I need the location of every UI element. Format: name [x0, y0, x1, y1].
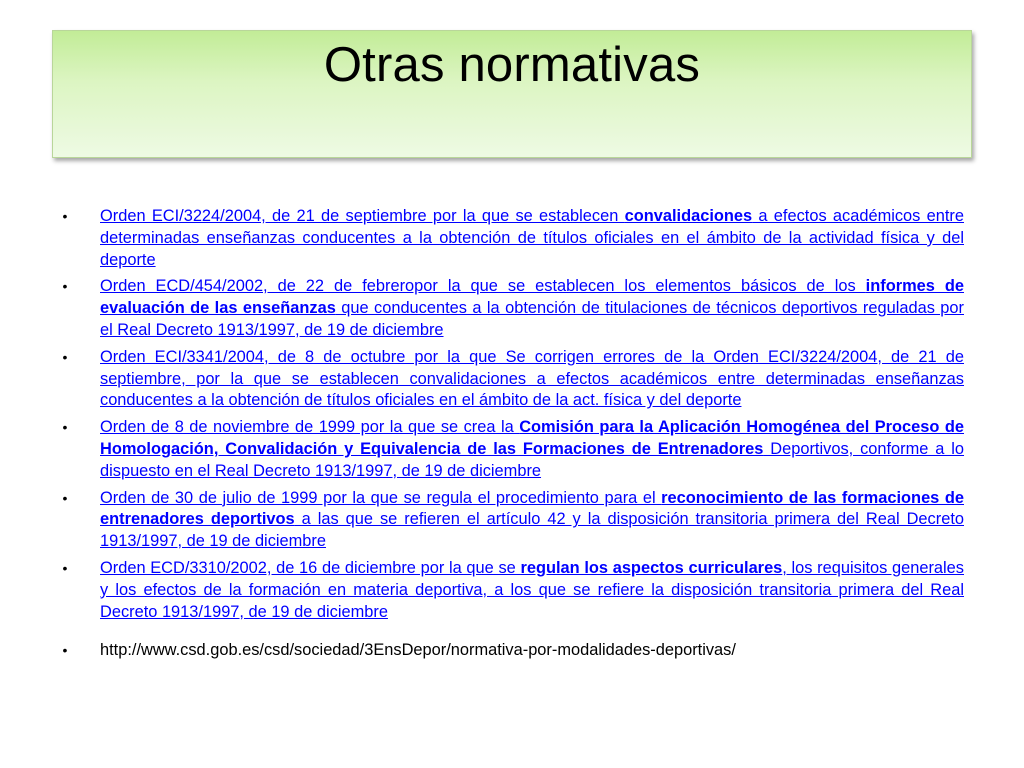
- source-url: http://www.csd.gob.es/csd/sociedad/3EnsDepor/normativa-por-modalidades-deportivas/: [100, 641, 736, 660]
- list-item: [58, 558, 964, 623]
- regulation-link[interactable]: Orden ECD/454/2002, de 22 de febreropor la que se establecen los elementos básicos de los informes de evaluación de las enseñanzas que conducentes a la obtención de titulaciones de técnicos deportivos reguladas por el Real Decreto 1913/1997, de 19 de diciembre: [100, 277, 964, 339]
- bullet-icon: •: [62, 278, 68, 295]
- bullet-icon: •: [62, 348, 68, 365]
- list-item: [58, 276, 964, 341]
- bullet-icon: •: [62, 559, 68, 576]
- bullet-icon: •: [62, 489, 68, 506]
- list-item: [58, 417, 964, 482]
- list-item: [58, 347, 964, 412]
- list-item-url: [58, 640, 964, 662]
- regulation-link[interactable]: Orden ECD/3310/2002, de 16 de diciembre por la que se regulan los aspectos curriculares, los requisitos generales y los efectos de la formación en materia deportiva, a los que se refiere la disposición transitoria primera del Real Decreto 1913/1997, de 19 de diciembre: [100, 558, 964, 621]
- bullet-icon: •: [62, 208, 68, 224]
- regulation-link[interactable]: Orden de 30 de julio de 1999 por la que se regula el procedimiento para el reconocimiento de las formaciones de entrenadores deportivos a las que se refieren el artículo 42 y la disposición transitoria primera del Real Decreto 1913/1997, de 19 de diciembre: [100, 488, 964, 551]
- regulation-link[interactable]: Orden ECI/3341/2004, de 8 de octubre por la que Se corrigen errores de la Orden ECI/3224/2004, de 21 de septiembre, por la que se establecen convalidaciones a efectos académicos entre determinadas enseñanzas conducentes a la obtención de títulos oficiales en el ámbito de la act. física y del deporte: [100, 347, 964, 410]
- list-item: [58, 206, 964, 271]
- bullet-icon: •: [62, 419, 68, 436]
- list-item: [58, 488, 964, 553]
- regulation-link[interactable]: Orden de 8 de noviembre de 1999 por la que se crea la Comisión para la Aplicación Homogénea del Proceso de Homologación, Convalidación y Equivalencia de las Formaciones de Entrenadores Deportivos, conforme a lo dispuesto en el Real Decreto 1913/1997, de 19 de diciembre: [100, 418, 965, 480]
- regulation-list: [58, 206, 964, 667]
- regulation-link[interactable]: Orden ECI/3224/2004, de 21 de septiembre por la que se establecen convalidaciones a efectos académicos entre determinadas enseñanzas conducentes a la obtención de títulos oficiales en el ámbito de la actividad física y del deporte: [100, 207, 964, 269]
- bullet-icon: •: [62, 642, 68, 659]
- title-box: [52, 30, 972, 158]
- slide-title: Otras normativas: [323, 38, 701, 92]
